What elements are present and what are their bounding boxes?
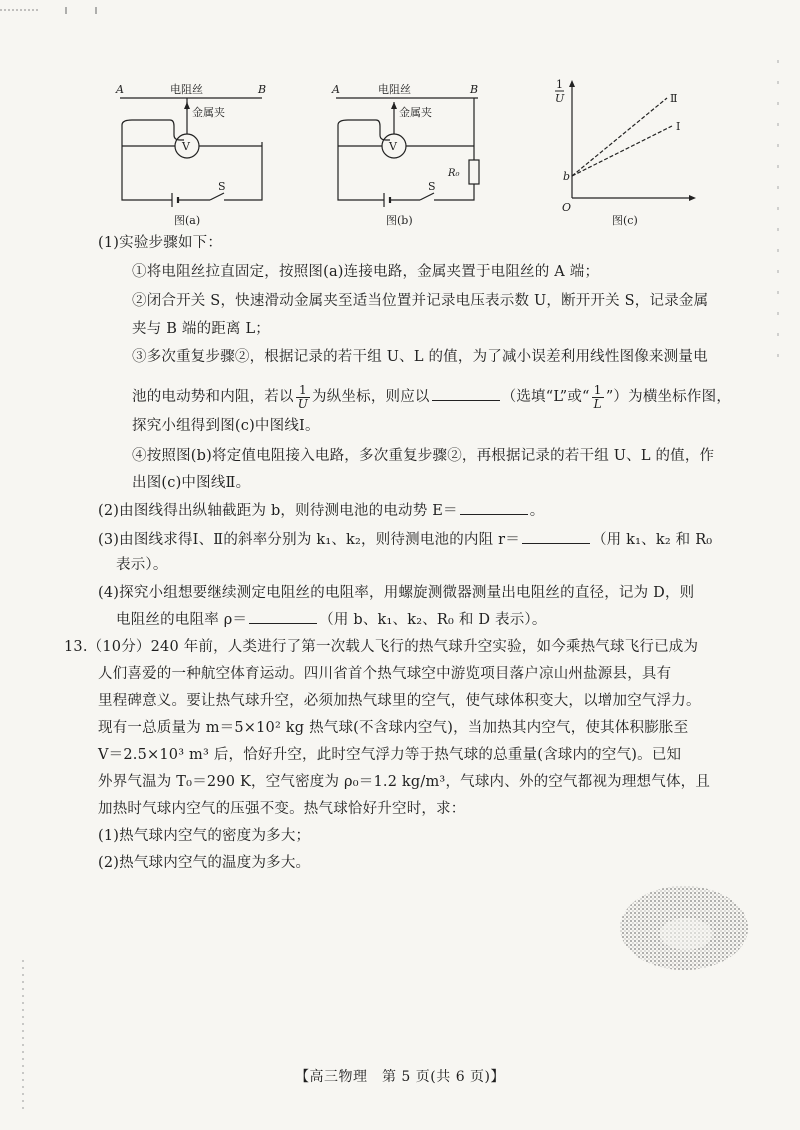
frac-den: U	[297, 396, 309, 411]
q13-part-2: (2)热气球内空气的温度为多大。	[98, 855, 311, 871]
fraction-1-over-L	[592, 384, 604, 411]
q12-step1-c2	[132, 382, 731, 412]
label-b-B: B	[470, 83, 479, 96]
q12-part4-line2	[116, 609, 547, 630]
label-b-meter: V	[389, 140, 397, 153]
frac-num: 1	[296, 384, 310, 398]
q12-c2-pre: 池的电动势和内阻，若以	[132, 389, 294, 405]
label-b-wire: 电阻丝	[378, 83, 411, 96]
q12-step1-b2: 夹与 B 端的距离 L；	[132, 321, 271, 337]
q12-part3-pre: (3)由图线求得Ⅰ、Ⅱ的斜率分别为 k₁、k₂，则待测电池的内阻 r＝	[98, 532, 520, 548]
q13-line-7: 加热时气球内空气的压强不变。热气球恰好升空时，求：	[98, 801, 466, 817]
top-left-scan-mark	[0, 0, 110, 8]
graph-line-II	[572, 98, 667, 176]
label-a-B: B	[258, 83, 267, 96]
q12-step1-c3: 探究小组得到图(c)中图线Ⅰ。	[132, 418, 320, 434]
figure-a-circuit	[112, 80, 272, 230]
label-a-wire: 电阻丝	[170, 83, 203, 96]
label-b-A: A	[332, 83, 340, 96]
resistor-r0	[469, 160, 479, 184]
q12-step1-head: (1)实验步骤如下：	[98, 235, 223, 251]
switch-s-a	[210, 193, 224, 200]
q13-line-2: 人们喜爱的一种航空体育运动。四川省首个热气球空中游览项目落户凉山州盐源县，具有	[98, 666, 672, 682]
q13-line-6: 外界气温为 T₀＝290 K，空气密度为 ρ₀＝1.2 kg/m³，气球内、外的空气都视为理想气体，且	[98, 774, 711, 790]
figure-c-graph	[552, 78, 702, 230]
caption-a: 图(a)	[174, 214, 201, 227]
scan-smudge	[614, 880, 754, 980]
q12-part4-post: （用 b、k₁、k₂、R₀ 和 D 表示）。	[319, 612, 547, 628]
q12-part2-post: 。	[529, 503, 545, 519]
q12-part3-line2: 表示）。	[116, 557, 168, 573]
q13-line-5: V＝2.5×10³ m³ 后，恰好升空，此时空气浮力等于热气球的总重量(含球内的空气)。已知	[98, 747, 682, 763]
label-b-resistor: R₀	[448, 168, 460, 179]
frac-num: 1	[592, 384, 604, 398]
figure-b-circuit	[328, 80, 488, 230]
graph-line-I	[572, 126, 672, 176]
q12-part3-post: （用 k₁、k₂ 和 R₀	[591, 532, 713, 548]
label-a-meter: V	[182, 140, 190, 153]
intercept-label: b	[563, 170, 571, 183]
caption-c: 图(c)	[612, 214, 638, 227]
q12-c2-post2: ”）为横坐标作图，	[605, 389, 732, 405]
q12-part4-pre: 电阻丝的电阻率 ρ＝	[116, 612, 248, 628]
left-margin-marks	[20, 960, 26, 1110]
q12-step1-d1: ④按照图(b)将定值电阻接入电路，多次重复步骤②，再根据记录的若干组 U、L 的值，作	[132, 448, 715, 464]
q12-part2	[98, 500, 544, 521]
y-label-den: U	[555, 92, 565, 105]
q12-part2-pre: (2)由图线得出纵轴截距为 b，则待测电池的电动势 E＝	[98, 503, 458, 519]
label-line-II: Ⅱ	[670, 92, 678, 105]
label-b-clip: 金属夹	[399, 106, 432, 119]
q13-line-3: 里程碑意义。要让热气球升空，必须加热气球里的空气，使气球体积变大，以增加空气浮力。	[98, 693, 701, 709]
right-margin-marks	[775, 60, 781, 360]
q12-c2-post1: （选填“L”或“	[501, 389, 590, 405]
q12-c2-mid: 为纵坐标，则应以	[312, 389, 430, 405]
page-footer: 【高三物理 第 5 页(共 6 页)】	[294, 1069, 506, 1085]
frac-den: L	[593, 396, 602, 411]
q13-part-1: (1)热气球内空气的密度为多大；	[98, 828, 311, 844]
origin-label: O	[562, 201, 572, 214]
answer-blank-resistance[interactable]	[522, 529, 590, 544]
answer-blank-emf[interactable]	[460, 500, 528, 515]
y-label-num: 1	[556, 78, 563, 91]
q13-line-4: 现有一总质量为 m＝5×10² kg 热气球(不含球内空气)，当加热其内空气，使其体积膨胀至	[98, 720, 689, 736]
label-a-clip: 金属夹	[192, 106, 225, 119]
label-a-switch: S	[218, 180, 226, 193]
q12-step1-d2: 出图(c)中图线Ⅱ。	[132, 475, 251, 491]
q12-part3	[98, 529, 712, 550]
answer-blank-axis[interactable]	[432, 386, 500, 401]
q13-line-1: 13.（10分）240 年前，人类进行了第一次载人飞行的热气球升空实验，如今乘热气球飞行已成为	[64, 639, 699, 655]
q12-step1-c1: ③多次重复步骤②，根据记录的若干组 U、L 的值，为了减小误差利用线性图像来测量电	[132, 349, 708, 365]
label-line-I: Ⅰ	[676, 120, 681, 133]
q12-step1-b1: ②闭合开关 S，快速滑动金属夹至适当位置并记录电压表示数 U，断开开关 S，记录金属	[132, 293, 709, 309]
label-a-A: A	[116, 83, 124, 96]
label-b-switch: S	[428, 180, 436, 193]
caption-b: 图(b)	[386, 214, 413, 227]
fraction-1-over-U	[296, 384, 310, 411]
answer-blank-resistivity[interactable]	[249, 609, 317, 624]
q12-part4-line1: (4)探究小组想要继续测定电阻丝的电阻率，用螺旋测微器测量出电阻丝的直径，记为 D，则	[98, 585, 695, 601]
q12-step1-a: ①将电阻丝拉直固定，按照图(a)连接电路，金属夹置于电阻丝的 A 端；	[132, 264, 600, 280]
